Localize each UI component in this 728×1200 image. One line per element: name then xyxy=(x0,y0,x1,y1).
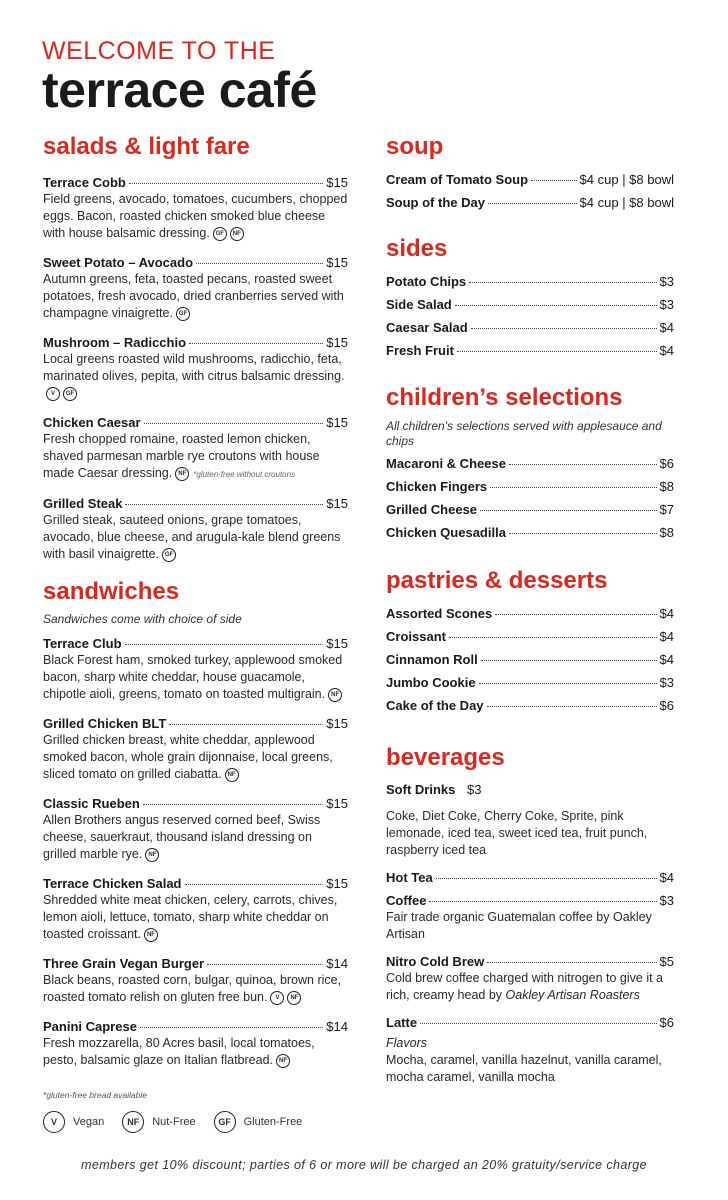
item-price: $6 xyxy=(659,1015,674,1030)
item-name: Nitro Cold Brew xyxy=(386,954,485,969)
item-price: $4 xyxy=(659,606,674,621)
item-price: $6 xyxy=(659,456,674,471)
menu-item xyxy=(43,635,348,703)
soft-drinks-desc: Coke, Diet Coke, Cherry Coke, Sprite, pink lemonade, iced tea, sweet iced tea, fruit punch, raspberry iced tea xyxy=(386,809,648,857)
sides-list xyxy=(386,273,674,359)
item-description xyxy=(43,431,348,483)
menu-item xyxy=(386,651,674,668)
item-name: Macaroni & Cheese xyxy=(386,456,506,471)
item-name: Grilled Chicken BLT xyxy=(43,716,167,731)
item-price: $15 xyxy=(326,876,348,891)
item-description-text: Allen Brothers angus reserved corned beef, Swiss cheese, sauerkraut, thousand island dressing on grilled marble rye. xyxy=(43,813,321,861)
item-name: Soup of the Day xyxy=(386,195,485,210)
dot-leader xyxy=(480,510,656,511)
nut-free-icon: NF xyxy=(287,991,301,1005)
children-list xyxy=(386,455,674,541)
dot-leader xyxy=(207,964,323,965)
sides-title: sides xyxy=(386,235,448,262)
coffee-desc: Fair trade organic Guatemalan coffee by Oakley Artisan xyxy=(386,910,652,941)
item-price: $4 xyxy=(659,629,674,644)
dot-leader xyxy=(509,464,657,465)
item-price: $15 xyxy=(326,796,348,811)
gluten-free-icon: GF xyxy=(63,387,77,401)
dot-leader xyxy=(479,683,657,684)
item-name: Cake of the Day xyxy=(386,698,484,713)
nitro-roaster: Oakley Artisan Roasters xyxy=(505,988,640,1002)
item-price: $14 xyxy=(326,956,348,971)
bread-note: *gluten-free bread available xyxy=(43,1090,147,1100)
menu-item xyxy=(386,194,674,211)
item-description-text: Fresh mozzarella, 80 Acres basil, local tomatoes, pesto, balsamic glaze on Italian flatbread. xyxy=(43,1036,315,1067)
item-price: $15 xyxy=(326,335,348,350)
item-price: $4 xyxy=(659,870,674,885)
children-note: All children's selections served with applesauce and chips xyxy=(386,419,662,448)
item-description xyxy=(43,512,348,563)
coffee-item xyxy=(386,892,674,909)
welcome-text: WELCOME TO THE xyxy=(42,37,276,65)
item-price: $3 xyxy=(659,297,674,312)
item-line xyxy=(43,715,348,732)
item-name: Mushroom – Radicchio xyxy=(43,335,187,350)
dot-leader xyxy=(487,962,656,963)
dot-leader xyxy=(125,504,323,505)
item-name: Croissant xyxy=(386,629,446,644)
dot-leader xyxy=(509,533,657,534)
item-name: Sweet Potato – Avocado xyxy=(43,255,194,270)
item-name: Grilled Cheese xyxy=(386,502,478,517)
legend-label: Nut-Free xyxy=(152,1116,196,1128)
item-name: Soft Drinks xyxy=(386,782,456,797)
item-description-text: Black Forest ham, smoked turkey, applewood smoked bacon, sharp white cheddar, house guacamole, chipotle aioli, greens, tomato on toasted multigrain. xyxy=(43,653,343,701)
sandwiches-title: sandwiches xyxy=(43,578,180,605)
dot-leader xyxy=(429,901,656,902)
nitro-item xyxy=(386,953,674,970)
item-price: $3 xyxy=(466,782,482,797)
gluten-free-icon: GF xyxy=(214,1111,236,1133)
dot-leader xyxy=(185,884,324,885)
menu-item xyxy=(386,342,674,359)
menu-item xyxy=(386,171,674,188)
dot-leader xyxy=(143,804,323,805)
item-name: Three Grain Vegan Burger xyxy=(43,956,205,971)
item-price: $14 xyxy=(326,1019,348,1034)
item-name: Chicken Caesar xyxy=(43,415,141,430)
legend-vegan xyxy=(43,1111,104,1133)
nut-free-icon: NF xyxy=(328,688,342,702)
salads-section xyxy=(43,133,348,563)
vegan-icon: V xyxy=(46,387,60,401)
legend-label: Gluten-Free xyxy=(243,1116,303,1128)
item-description-text: Grilled chicken breast, white cheddar, applewood smoked bacon, whole grain dijonnaise, local greens, sliced tomato on grilled ciabatta. xyxy=(43,733,333,781)
item-description-text: Black beans, roasted corn, bulgar, quinoa, brown rice, roasted tomato relish on gluten free bun. xyxy=(43,973,342,1004)
children-title: children’s selections xyxy=(386,384,623,411)
dot-leader xyxy=(420,1023,656,1024)
menu-item xyxy=(43,334,348,402)
item-price: $3 xyxy=(659,675,674,690)
soup-title: soup xyxy=(386,133,444,160)
item-price: $6 xyxy=(659,698,674,713)
item-description xyxy=(43,972,348,1006)
menu-item xyxy=(43,715,348,783)
menu-item xyxy=(43,254,348,322)
item-name: Jumbo Cookie xyxy=(386,675,476,690)
item-line xyxy=(43,334,348,351)
latte-item xyxy=(386,1014,674,1031)
sandwiches-note: Sandwiches come with choice of side xyxy=(43,612,242,626)
item-name: Hot Tea xyxy=(386,870,433,885)
item-name: Cream of Tomato Soup xyxy=(386,172,529,187)
item-price: $5 xyxy=(659,954,674,969)
item-name: Grilled Steak xyxy=(43,496,123,511)
nut-free-icon: NF xyxy=(276,1054,290,1068)
item-line xyxy=(43,174,348,191)
item-description-text: Local greens roasted wild mushrooms, radicchio, feta, marinated olives, pepita, with citrus balsamic dressing. xyxy=(43,352,345,383)
item-price: $15 xyxy=(326,255,348,270)
dot-leader xyxy=(189,343,323,344)
item-name: Classic Rueben xyxy=(43,796,140,811)
item-description-text: Autumn greens, feta, toasted pecans, roasted sweet potatoes, fresh avocado, dried cranberries served with champagne vinaigrette. xyxy=(43,272,344,320)
nut-free-icon: NF xyxy=(122,1111,144,1133)
dot-leader xyxy=(487,706,657,707)
item-description xyxy=(43,812,348,863)
menu-item xyxy=(43,955,348,1006)
gluten-free-icon: GF xyxy=(176,307,190,321)
gluten-free-icon: GF xyxy=(162,548,176,562)
beverages-section xyxy=(386,744,674,1086)
menu-item xyxy=(386,697,674,714)
item-line xyxy=(43,414,348,431)
item-description xyxy=(43,1035,348,1069)
legend-nut-free xyxy=(122,1111,195,1133)
item-name: Panini Caprese xyxy=(43,1019,137,1034)
menu-item xyxy=(386,478,674,495)
item-price: $8 xyxy=(659,525,674,540)
menu-item xyxy=(43,1018,348,1069)
item-name: Terrace Cobb xyxy=(43,175,126,190)
item-description-text: Fresh chopped romaine, roasted lemon chicken, shaved parmesan marble rye croutons with house made Caesar dressing. xyxy=(43,432,320,480)
item-name: Fresh Fruit xyxy=(386,343,454,358)
dot-leader xyxy=(490,487,656,488)
pastries-list xyxy=(386,605,674,714)
dot-leader xyxy=(481,660,657,661)
item-name: Latte xyxy=(386,1015,418,1030)
item-name: Assorted Scones xyxy=(386,606,493,621)
nut-free-icon: NF xyxy=(230,227,244,241)
dietary-legend xyxy=(43,1111,320,1133)
dot-leader xyxy=(169,724,323,725)
item-price: $15 xyxy=(326,415,348,430)
dot-leader xyxy=(196,263,323,264)
dot-leader xyxy=(436,878,657,879)
item-price: $7 xyxy=(659,502,674,517)
dot-leader xyxy=(455,305,657,306)
vegan-icon: V xyxy=(270,991,284,1005)
soft-drinks-item xyxy=(386,781,674,798)
dot-leader xyxy=(144,423,324,424)
item-line xyxy=(43,495,348,512)
item-price: $4 cup | $8 bowl xyxy=(579,172,674,187)
dot-leader xyxy=(495,614,656,615)
item-name: Cinnamon Roll xyxy=(386,652,478,667)
item-note: *gluten-free without croutons xyxy=(193,470,296,479)
pastries-section xyxy=(386,567,674,714)
beverages-title: beverages xyxy=(386,744,505,771)
item-name: Terrace Club xyxy=(43,636,122,651)
menu-item xyxy=(386,273,674,290)
item-name: Caesar Salad xyxy=(386,320,468,335)
dot-leader xyxy=(129,183,323,184)
item-line xyxy=(43,875,348,892)
vegan-icon: V xyxy=(43,1111,65,1133)
dot-leader xyxy=(471,328,657,329)
soup-section xyxy=(386,133,674,211)
item-description xyxy=(43,351,348,402)
item-price: $3 xyxy=(659,893,674,908)
latte-flavors: Mocha, caramel, vanilla hazelnut, vanilla caramel, mocha caramel, vanilla mocha xyxy=(386,1053,662,1084)
soup-list xyxy=(386,171,674,211)
item-description-text: Shredded white meat chicken, celery, carrots, chives, lemon aioli, lettuce, tomato, sharp white cheddar on toasted croissant. xyxy=(43,893,338,941)
item-line xyxy=(43,254,348,271)
menu-item xyxy=(43,414,348,483)
item-price: $3 xyxy=(659,274,674,289)
legend-gluten-free xyxy=(214,1111,303,1133)
menu-item xyxy=(386,501,674,518)
nitro-desc-text: Cold brew coffee charged with nitrogen to give it a rich, creamy head by xyxy=(386,971,664,1002)
item-description xyxy=(43,732,348,783)
item-price: $15 xyxy=(326,175,348,190)
menu-item xyxy=(386,605,674,622)
menu-item xyxy=(43,875,348,943)
item-line xyxy=(43,795,348,812)
left-column xyxy=(43,0,348,1200)
item-line xyxy=(43,1018,348,1035)
sandwiches-section xyxy=(43,578,348,1069)
item-price: $8 xyxy=(659,479,674,494)
dot-leader xyxy=(488,203,577,204)
item-price: $4 xyxy=(659,652,674,667)
item-line xyxy=(43,955,348,972)
menu-item xyxy=(386,674,674,691)
item-name: Chicken Fingers xyxy=(386,479,488,494)
menu-item xyxy=(386,524,674,541)
dot-leader xyxy=(449,637,657,638)
salads-list xyxy=(43,174,348,563)
item-price: $15 xyxy=(326,716,348,731)
item-description xyxy=(43,191,348,242)
legend-label: Vegan xyxy=(73,1116,105,1128)
dot-leader xyxy=(469,282,656,283)
nitro-desc xyxy=(386,970,674,1004)
menu-item xyxy=(43,495,348,563)
salads-title: salads & light fare xyxy=(43,133,250,160)
item-name: Terrace Chicken Salad xyxy=(43,876,182,891)
item-description-text: Grilled steak, sauteed onions, grape tomatoes, avocado, blue cheese, and arugula-kale blend greens with basil vinaigrette. xyxy=(43,513,341,561)
menu-item xyxy=(386,296,674,313)
footer-note: members get 10% discount; parties of 6 or more will be charged an 20% gratuity/service charge xyxy=(81,1158,647,1172)
item-name: Potato Chips xyxy=(386,274,467,289)
item-description xyxy=(43,892,348,943)
item-price: $4 xyxy=(659,343,674,358)
sandwiches-list xyxy=(43,635,348,1069)
menu-item xyxy=(386,455,674,472)
item-price: $4 cup | $8 bowl xyxy=(579,195,674,210)
menu-item xyxy=(386,319,674,336)
cafe-name: terrace café xyxy=(42,62,317,118)
item-description xyxy=(43,271,348,322)
item-line xyxy=(43,635,348,652)
item-description-text: Field greens, avocado, tomatoes, cucumbers, chopped eggs. Bacon, roasted chicken smoked blue cheese with house balsamic dressing. xyxy=(43,192,348,240)
item-price: $15 xyxy=(326,496,348,511)
dot-leader xyxy=(140,1027,323,1028)
dot-leader xyxy=(125,644,324,645)
nut-free-icon: NF xyxy=(145,848,159,862)
item-name: Chicken Quesadilla xyxy=(386,525,506,540)
item-price: $4 xyxy=(659,320,674,335)
nut-free-icon: NF xyxy=(225,768,239,782)
nut-free-icon: NF xyxy=(144,928,158,942)
hot-tea-item xyxy=(386,869,674,886)
item-description xyxy=(43,652,348,703)
dot-leader xyxy=(531,180,577,181)
gluten-free-icon: GF xyxy=(213,227,227,241)
item-name: Side Salad xyxy=(386,297,452,312)
latte-flavors-label: Flavors xyxy=(386,1036,427,1050)
menu-item xyxy=(43,795,348,863)
dot-leader xyxy=(457,351,657,352)
pastries-title: pastries & desserts xyxy=(386,567,608,594)
item-price: $15 xyxy=(326,636,348,651)
children-section xyxy=(386,384,674,541)
nut-free-icon: NF xyxy=(175,467,189,481)
menu-item xyxy=(386,628,674,645)
item-name: Coffee xyxy=(386,893,427,908)
menu-item xyxy=(43,174,348,242)
sides-section xyxy=(386,235,674,359)
right-column xyxy=(386,0,674,1200)
